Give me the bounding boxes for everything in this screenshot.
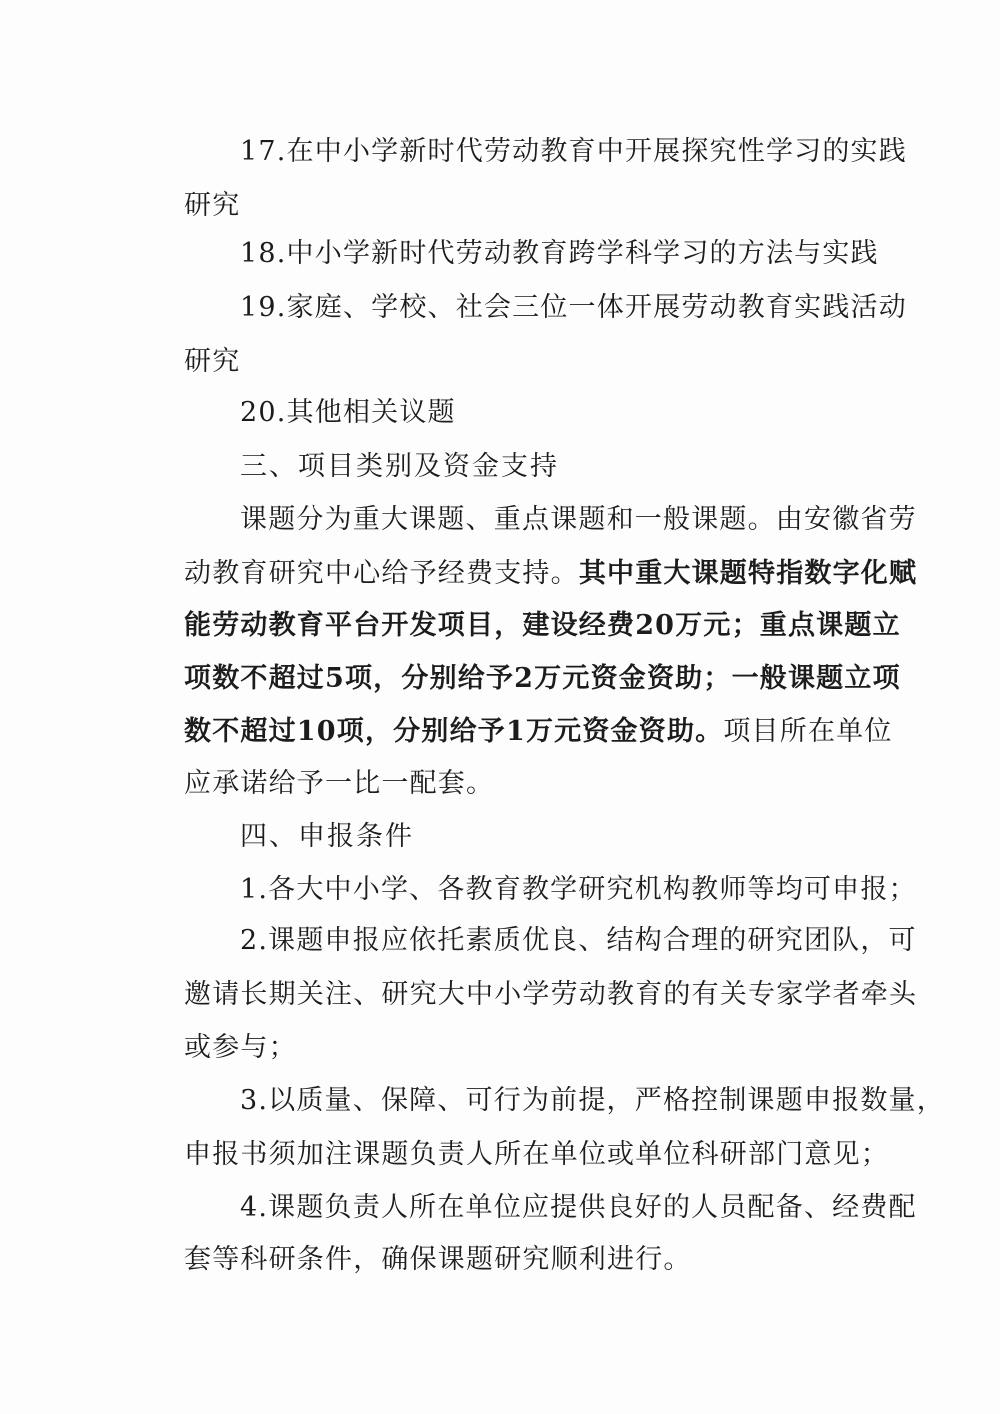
section-4-heading: 四、申报条件 [240,821,414,852]
section-3-heading: 三、项目类别及资金支持 [240,451,559,482]
list-item-17-line1: 17.在中小学新时代劳动教育中开展探究性学习的实践 [240,136,907,167]
condition-1: 1.各大中小学、各教育教学研究机构教师等均可申报； [240,874,917,905]
section-3-paragraph-line1: 课题分为重大课题、重点课题和一般课题。由安徽省劳 [240,504,917,535]
list-item-18: 18.中小学新时代劳动教育跨学科学习的方法与实践 [240,238,879,269]
list-item-19-line1: 19.家庭、学校、社会三位一体开展劳动教育实践活动 [240,292,907,323]
condition-2-line3: 或参与； [184,1032,297,1063]
section-3-paragraph-line4: 项数不超过5项，分别给予2万元资金资助；一般课题立项 [184,663,901,694]
section-3-paragraph-line2 [0,556,1000,592]
section-3-paragraph-line6: 应承诺给予一比一配套。 [184,768,495,799]
list-item-20: 20.其他相关议题 [240,397,456,428]
condition-2-line1: 2.课题申报应依托素质优良、结构合理的研究团队，可 [240,925,917,956]
condition-2-line2: 邀请长期关注、研究大中小学劳动教育的有关专家学者牵头 [184,979,918,1010]
condition-4-line2: 套等科研条件，确保课题研究顺利进行。 [184,1244,692,1275]
list-item-19-line2: 研究 [184,346,241,377]
list-item-17-line2: 研究 [184,190,241,221]
condition-3-line2: 申报书须加注课题负责人所在单位或单位科研部门意见； [184,1139,889,1170]
paragraph-normal-text: 项目所在单位 [723,716,893,747]
paragraph-bold-text: 其中重大课题特指数字化赋 [578,558,918,589]
paragraph-normal-text: 动教育研究中心给予经费支持。 [184,558,579,589]
paragraph-bold-text: 数不超过10项，分别给予1万元资金资助。 [184,716,724,747]
condition-4-line1: 4.课题负责人所在单位应提供良好的人员配备、经费配 [240,1192,917,1223]
condition-3-line1: 3.以质量、保障、可行为前提，严格控制课题申报数量， [240,1085,945,1116]
section-3-paragraph-line5 [0,714,1000,750]
section-3-paragraph-line3: 能劳动教育平台开发项目，建设经费20万元；重点课题立 [184,610,901,641]
